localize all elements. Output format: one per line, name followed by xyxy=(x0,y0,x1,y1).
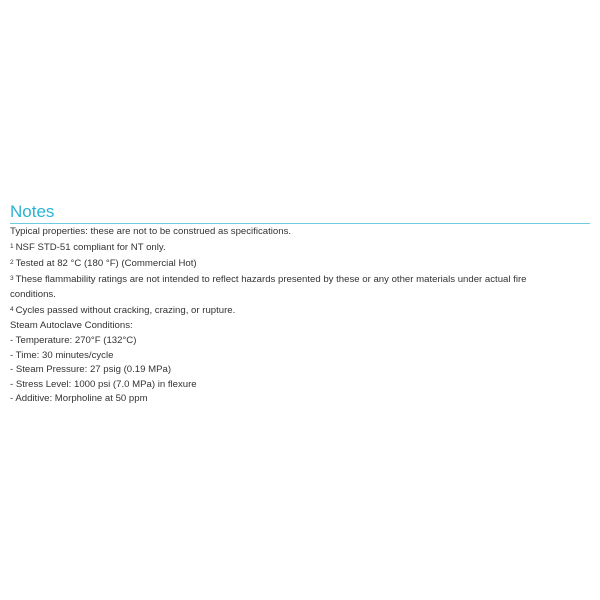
autoclave-heading: Steam Autoclave Conditions: xyxy=(10,320,133,331)
condition-item: - Time: 30 minutes/cycle xyxy=(10,350,114,361)
heading-divider xyxy=(10,223,590,224)
footnote-text: NSF STD-51 compliant for NT only. xyxy=(15,242,166,253)
footnote-text: Cycles passed without cracking, crazing, or rupture. xyxy=(15,305,236,316)
condition-item: - Additive: Morpholine at 50 ppm xyxy=(10,393,148,404)
footnote-3-continued: conditions. xyxy=(10,289,56,300)
footnote-mark: 2 xyxy=(10,259,14,266)
footnote-4 xyxy=(10,305,235,317)
footnote-text: Tested at 82 °C (180 °F) (Commercial Hot) xyxy=(15,258,197,269)
footnote-text: These flammability ratings are not intended to reflect hazards presented by these or any other materials under actual fire xyxy=(15,274,527,285)
footnote-2 xyxy=(10,258,197,270)
footnote-mark: 1 xyxy=(10,243,14,250)
notes-heading: Notes xyxy=(10,202,55,221)
footnote-mark: 3 xyxy=(10,275,14,282)
footnote-mark: 4 xyxy=(10,306,14,313)
footnote-3 xyxy=(10,274,527,286)
condition-item: - Temperature: 270°F (132°C) xyxy=(10,335,137,346)
notes-intro: Typical properties: these are not to be construed as specifications. xyxy=(10,226,292,237)
condition-item: - Steam Pressure: 27 psig (0.19 MPa) xyxy=(10,364,172,375)
condition-item: - Stress Level: 1000 psi (7.0 MPa) in flexure xyxy=(10,379,197,390)
footnote-1 xyxy=(10,242,166,254)
